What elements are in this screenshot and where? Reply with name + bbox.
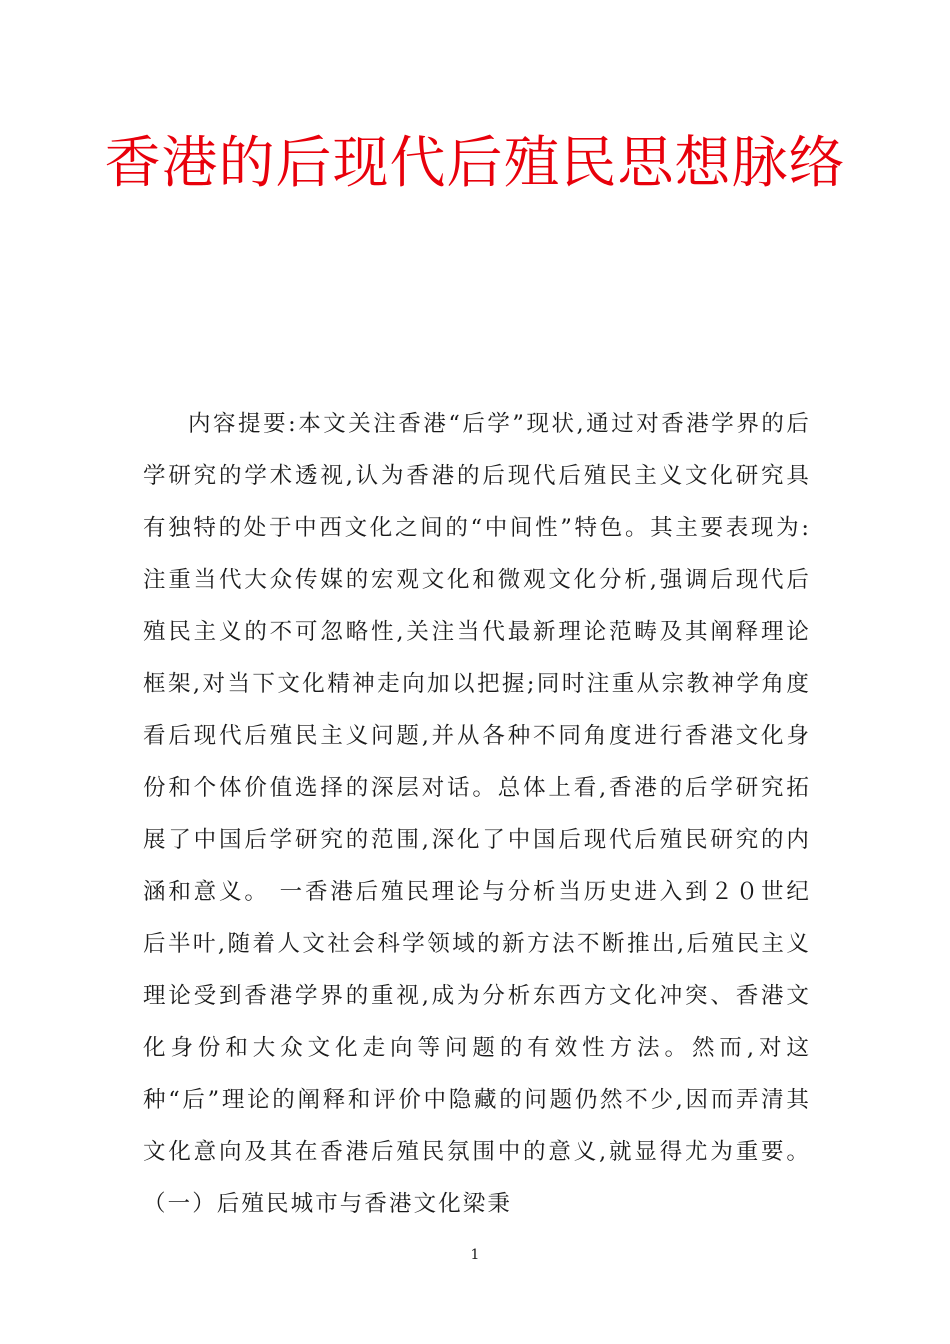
document-title: 香港的后现代后殖民思想脉络 (104, 131, 846, 196)
body-paragraph: 内容提要:本文关注香港“后学”现状,通过对香港学界的后学研究的学术透视,认为香港的后现代后殖民主义文化研究具有独特的处于中西文化之间的“中间性”特色。其主要表现为:注重当代大众传媒的宏观文化和微观文化分析,强调后现代后殖民主义的不可忽略性,关注当代最新理论范畴及其阐释理论框架,对当下文化精神走向加以把握;同时注重从宗教神学角度看后现代后殖民主义问题,并从各种不同角度进行香港文化身份和个体价值选择的深层对话。总体上看,香港的后学研究拓展了中国后学研究的范围,深化了中国后现代后殖民研究的内涵和意义。 一香港后殖民理论与分析当历史进入到２０世纪后半叶,随着人文社会科学领域的新方法不断推出,后殖民主义理论受到香港学界的重视,成为分析东西方文化冲突、香港文化身份和大众文化走向等问题的有效性方法。然而,对这种“后”理论的阐释和评价中隐藏的问题仍然不少,因而弄清其文化意向及其在香港后殖民氛围中的意义,就显得尤为重要。（一）后殖民城市与香港文化梁秉 (143, 411, 811, 1217)
page-number: 1 (470, 1247, 480, 1263)
